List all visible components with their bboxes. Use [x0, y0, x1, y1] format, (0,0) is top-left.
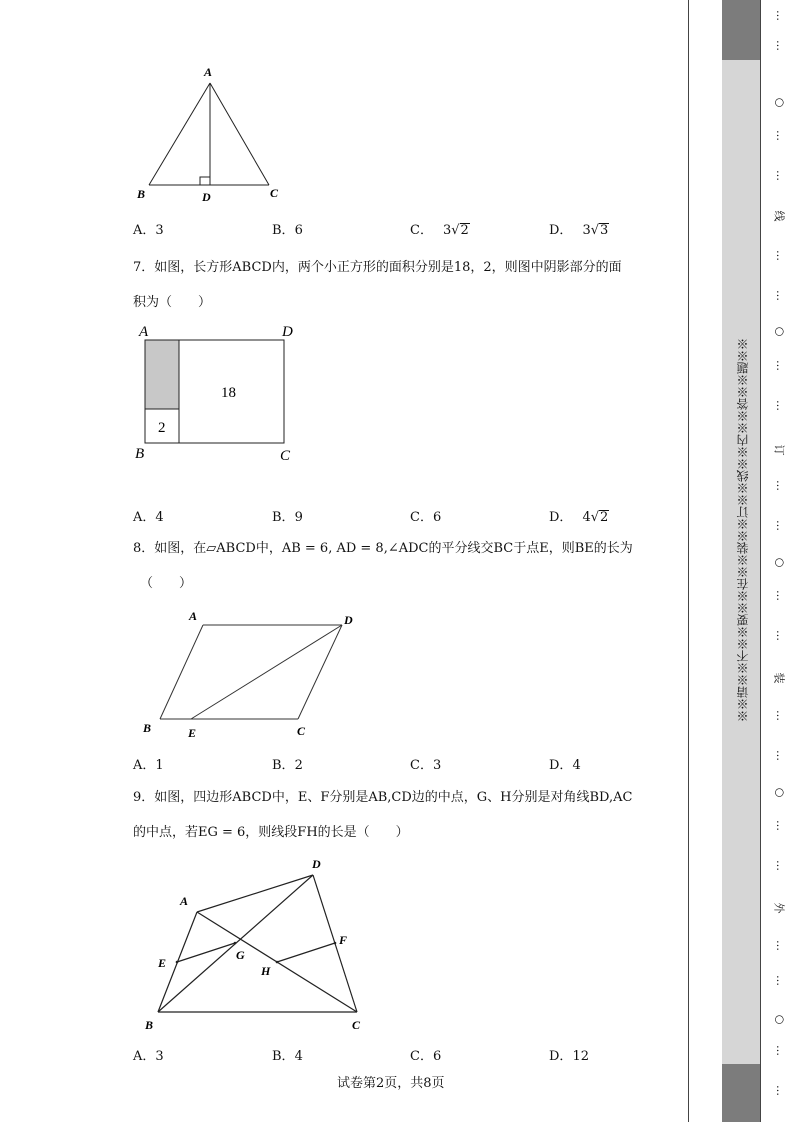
q8-option-c[interactable]: C．3	[410, 758, 442, 773]
q9-label-d: D	[312, 857, 321, 871]
outer-dots-7: …	[774, 360, 787, 371]
q7-label-b: B	[135, 446, 145, 462]
q8-stem-line2: （ ）	[140, 576, 193, 591]
q6-option-b[interactable]: B．6	[272, 223, 303, 238]
q9-stem-line1: 9．如图，四边形ABCD中，E、F分别是AB,CD边的中点，G、H分别是对角线BD,AC	[133, 790, 633, 805]
q9-quadrilateral-figure	[130, 850, 380, 1040]
outer-dots-13: …	[774, 710, 787, 721]
outer-dots-12: …	[774, 630, 787, 641]
q8-parallelogram-figure	[130, 600, 370, 750]
outer-dots-4: …	[774, 170, 787, 181]
q8-label-c: C	[297, 724, 306, 738]
q9-option-c[interactable]: C．6	[410, 1049, 442, 1064]
q7-label-c: C	[280, 448, 291, 464]
q7-label-a: A	[139, 324, 149, 340]
outer-dots-17: …	[774, 940, 787, 951]
outer-dots-8: …	[774, 400, 787, 411]
q6-label-c: C	[270, 186, 279, 200]
outer-dots-6: …	[774, 290, 787, 301]
q7-option-d[interactable]: D． 4√2	[549, 510, 609, 525]
outer-dots-14: …	[774, 750, 787, 761]
outer-dots-16: …	[774, 860, 787, 871]
binding-border-left	[688, 0, 689, 1122]
q9-option-a[interactable]: A．3	[133, 1049, 164, 1064]
outer-dots-2: …	[774, 40, 787, 51]
q9-label-a: A	[180, 894, 189, 908]
q9-label-b: B	[145, 1018, 154, 1032]
outer-dots-18: …	[774, 975, 787, 986]
outer-circle-3: ○	[773, 557, 787, 568]
binding-top-block	[722, 0, 760, 60]
binding-warning-text: ※※请※※不※※要※※在※※装※※订※※线※※内※※答※※题※※	[736, 338, 750, 722]
q8-option-d[interactable]: D．4	[549, 758, 581, 773]
binding-strip	[688, 0, 794, 1122]
outer-dots-15: …	[774, 820, 787, 831]
outer-mark-install: 装	[772, 672, 786, 684]
outer-mark-outside: 外	[772, 902, 786, 914]
q9-label-g: G	[236, 948, 245, 962]
q9-label-e: E	[158, 956, 167, 970]
q6-option-c[interactable]: C． 3√2	[410, 223, 469, 238]
outer-dots-20: …	[774, 1085, 787, 1096]
outer-dots-19: …	[774, 1045, 787, 1056]
outer-dots-10: …	[774, 520, 787, 531]
q7-option-c[interactable]: C．6	[410, 510, 442, 525]
outer-mark-bind: 订	[772, 444, 786, 456]
q9-option-d[interactable]: D．12	[549, 1049, 589, 1064]
q6-label-d: D	[202, 190, 211, 204]
q7-stem-line2: 积为（ ）	[133, 295, 212, 310]
q9-label-f: F	[339, 933, 348, 947]
outer-circle-1: ○	[773, 97, 787, 108]
outer-dots-5: …	[774, 250, 787, 261]
q9-label-h: H	[261, 964, 271, 978]
q8-label-a: A	[189, 609, 198, 623]
outer-dots-9: …	[774, 480, 787, 491]
q8-label-b: B	[143, 721, 152, 735]
outer-dots-1: …	[774, 10, 787, 21]
outer-dots-3: …	[774, 130, 787, 141]
q7-small-square-area: 2	[158, 420, 166, 436]
q8-option-a[interactable]: A．1	[133, 758, 164, 773]
q7-option-a[interactable]: A．4	[133, 510, 164, 525]
outer-circle-2: ○	[773, 326, 787, 337]
q8-label-d: D	[344, 613, 353, 627]
q6-label-b: B	[137, 187, 146, 201]
binding-bottom-block	[722, 1064, 760, 1122]
q7-stem-line1: 7．如图，长方形ABCD内，两个小正方形的面积分别是18，2，则图中阴影部分的面	[133, 260, 622, 275]
binding-border-right	[760, 0, 761, 1122]
q9-stem-line2: 的中点，若EG = 6，则线段FH的长是（ ）	[133, 825, 409, 840]
q6-triangle-figure	[130, 60, 290, 210]
q9-label-c: C	[352, 1018, 361, 1032]
outer-dots-11: …	[774, 590, 787, 601]
outer-circle-5: ○	[773, 1014, 787, 1025]
page-footer: 试卷第2页，共8页	[337, 1076, 445, 1091]
q7-label-d: D	[282, 324, 293, 340]
q8-stem-line1: 8．如图，在▱ABCD中，AB = 6, AD = 8,∠ADC的平分线交BC于点E，则BE的长为	[133, 541, 633, 556]
q7-rectangle-figure	[130, 320, 310, 470]
q7-option-b[interactable]: B．9	[272, 510, 303, 525]
q6-option-d[interactable]: D． 3√3	[549, 223, 609, 238]
q6-label-a: A	[204, 65, 213, 79]
q9-option-b[interactable]: B．4	[272, 1049, 303, 1064]
q8-option-b[interactable]: B．2	[272, 758, 303, 773]
q6-option-a[interactable]: A．3	[133, 223, 164, 238]
outer-mark-line: 线	[772, 210, 786, 222]
outer-circle-4: ○	[773, 787, 787, 798]
q7-big-square-area: 18	[221, 385, 236, 401]
q8-label-e: E	[188, 726, 197, 740]
